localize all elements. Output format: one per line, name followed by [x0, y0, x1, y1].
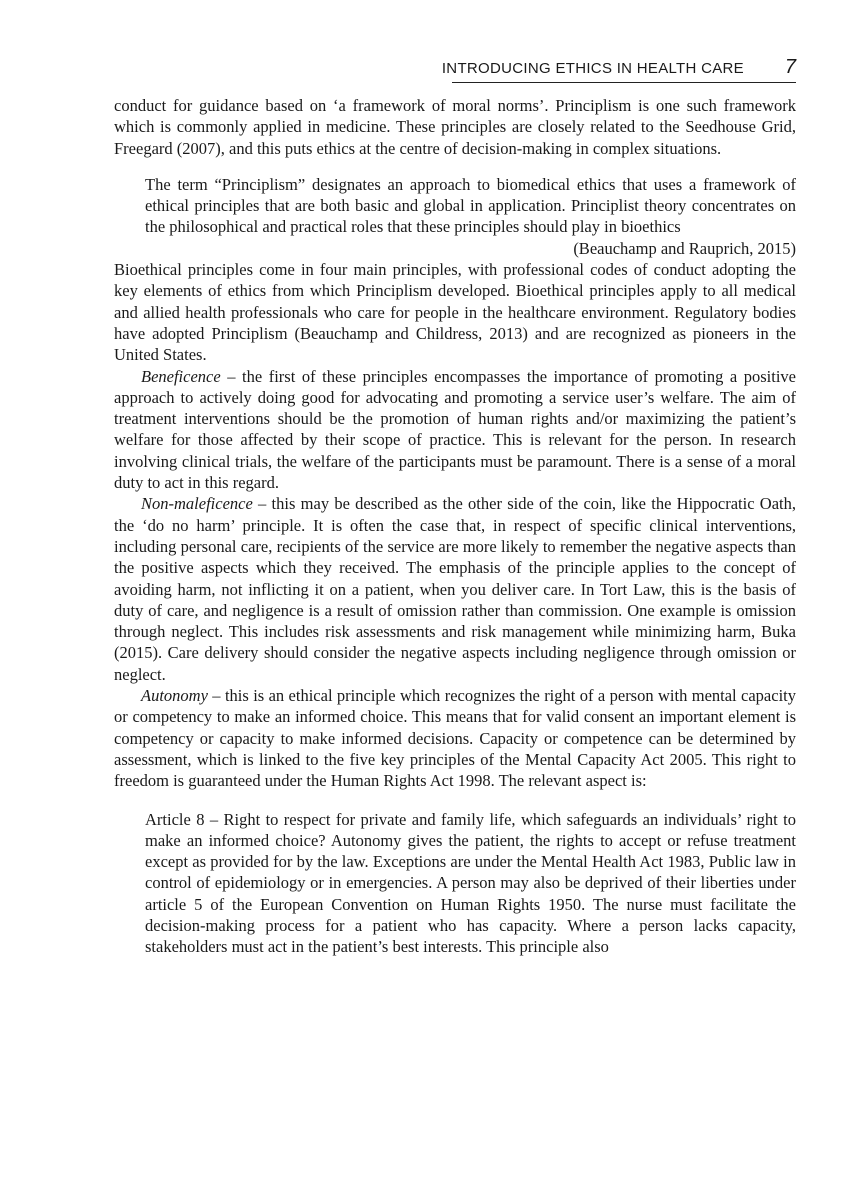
block-quote-principlism	[145, 174, 796, 259]
non-maleficence-text: – this may be described as the other side of the coin, like the Hippocratic Oath, the ‘do no harm’ principle. It is often the case that, in respect of specific clinical interventions, including personal care, recipients of the service are more likely to remember the negative aspects than the positive aspects which they received. The emphasis of the principle applies to the concept of avoiding harm, not inflicting it on a patient, when you deliver care. In Tort Law, this is the basis of duty of care, and negligence is a result of omission rather than commission. One example is omission through neglect. This includes risk assessments and risk management while minimizing harm, Buka (2015). Care delivery should consider the negative aspects including negligence through omission or neglect.	[114, 494, 796, 684]
paragraph-non-maleficence	[114, 493, 796, 685]
paragraph-beneficence	[114, 366, 796, 494]
body-text	[114, 95, 796, 958]
paragraph-continuation: conduct for guidance based on ‘a framework of moral norms’. Principlism is one such framework which is commonly applied in medicine. These principles are closely related to the Seedhouse Grid, Freegard (2007), and this puts ethics at the centre of decision-making in complex situations.	[114, 96, 796, 158]
block-quote-article-8	[145, 809, 796, 958]
term-beneficence: Beneficence	[141, 366, 221, 386]
paragraph-bioethical-principles: Bioethical principles come in four main principles, with professional codes of conduct adopting the key elements of ethics from which Principlism developed. Bioethical principles apply to all medical and allied health professionals who care for people in the healthcare environment. Regulatory bodies have adopted Principlism (Beauchamp and Childress, 2013) and are recognized as pioneers in the United States.	[114, 260, 796, 365]
page-number: 7	[784, 56, 796, 78]
running-header	[114, 58, 796, 82]
beneficence-text: – the first of these principles encompasses the importance of promoting a positive approach to actively doing good for advocating and promoting a service user’s welfare. The aim of treatment interventions should be the promotion of human rights and/or maximizing the patient’s welfare for those affected by their scope of practice. This is relevant for the person. In research involving clinical trials, the welfare of the participants must be paramount. There is a sense of a moral duty to act in this regard.	[114, 366, 796, 493]
autonomy-text: – this is an ethical principle which recognizes the right of a person with mental capacity or competency to make an informed choice. This means that for valid consent an important element is competency or capacity to make informed decisions. Capacity or competence can be determined by assessment, which is linked to the five key principles of the Mental Capacity Act 2005. This right to freedom is guaranteed under the Human Rights Act 1998. The relevant aspect is:	[114, 686, 796, 791]
paragraph-autonomy	[114, 685, 796, 791]
header-rule	[452, 82, 796, 83]
term-non-maleficence: Non-maleficence	[141, 494, 253, 514]
running-title: INTRODUCING ETHICS IN HEALTH CARE	[441, 60, 744, 77]
quote-citation: (Beauchamp and Rauprich, 2015)	[573, 238, 796, 258]
term-autonomy: Autonomy	[141, 686, 208, 706]
quote-text: Article 8 – Right to respect for private and family life, which safeguards an individuals’ right to make an informed choice? Autonomy gives the patient, the rights to accept or refuse treatment except as provided for by the law. Exceptions are under the Mental Health Act 1983, Public law in control of epidemiology or in emergencies. A person may also be deprived of their liberties under article 5 of the European Convention on Human Rights 1950. The nurse must facilitate the decision-making process for a patient who has capacity. Where a person lacks capacity, stakeholders must act in the patient’s best interests. This principle also	[145, 809, 796, 957]
quote-text: The term “Principlism” designates an approach to biomedical ethics that uses a framework of ethical principles that are both basic and global in application. Principlist theory concentrates on the philosophical and practical roles that these principles should play in bioethics	[145, 174, 796, 237]
